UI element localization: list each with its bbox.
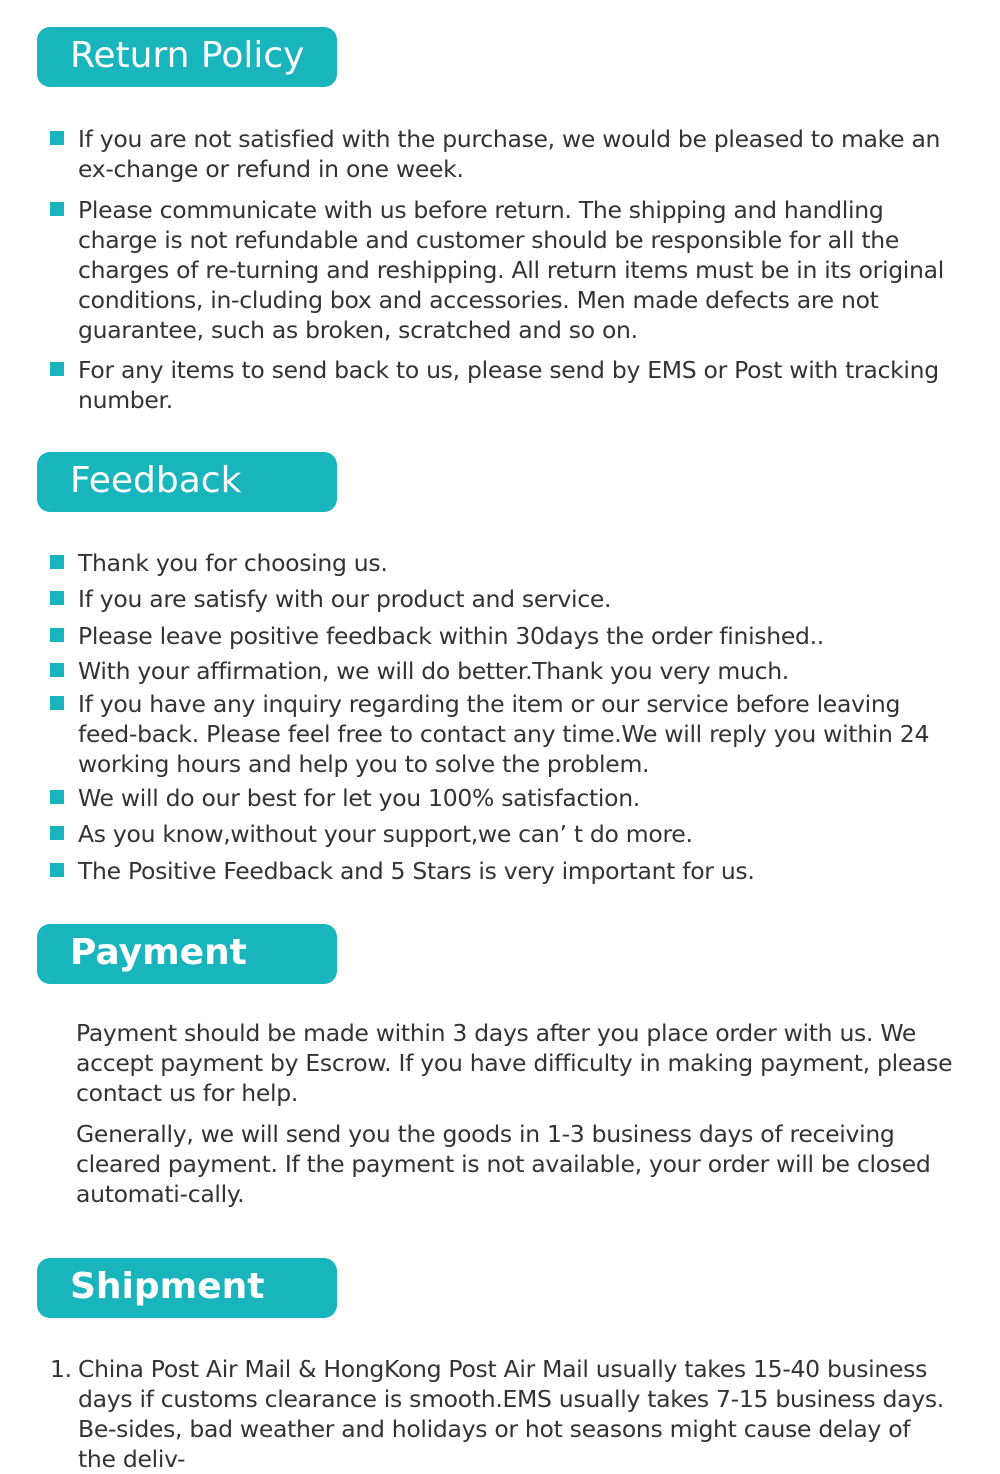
list-item <box>50 656 950 686</box>
list-item-text: Please leave positive feedback within 30days the order finished.. <box>78 622 824 650</box>
square-bullet-icon <box>50 131 64 145</box>
list-item-text: If you are not satisfied with the purchase, we would be pleased to make an ex-change or refund in one week. <box>78 125 941 183</box>
list-item-text: China Post Air Mail & HongKong Post Air Mail usually takes 15-40 business days if customs clearance is smooth.EMS usually takes 7-15 business days. Be-sides, bad weather and holidays or hot seasons might cause delay of the deliv- <box>78 1355 944 1473</box>
list-item <box>50 584 950 614</box>
numbered-list-item <box>50 1354 950 1474</box>
return-policy-title: Return Policy <box>70 35 305 76</box>
list-item-text: The Positive Feedback and 5 Stars is very important for us. <box>78 857 755 885</box>
payment-header <box>37 924 337 984</box>
square-bullet-icon <box>50 863 64 877</box>
square-bullet-icon <box>50 663 64 677</box>
square-bullet-icon <box>50 362 64 376</box>
payment-paragraph: Payment should be made within 3 days after you place order with us. We accept payment by Escrow. If you have difficulty in making payment, please contact us for help. <box>76 1019 953 1107</box>
square-bullet-icon <box>50 591 64 605</box>
shipment-header <box>37 1258 337 1318</box>
list-item-text: Thank you for choosing us. <box>78 549 388 577</box>
list-item-text: As you know,without your support,we can’ t do more. <box>78 820 693 848</box>
list-item <box>50 124 950 184</box>
list-item-text: If you have any inquiry regarding the item or our service before leaving feed-back. Please feel free to contact any time.We will reply you within 24 working hours and help you to solve the problem. <box>78 690 930 778</box>
shipment-title: Shipment <box>70 1266 265 1307</box>
list-item <box>50 689 950 779</box>
square-bullet-icon <box>50 826 64 840</box>
list-item-text: Please communicate with us before return. The shipping and handling charge is not refundable and customer should be responsible for all the charges of re-turning and reshipping. All return items must be in its original conditions, in-cluding box and accessories. Men made defects are not guarantee, such as broken, scratched and so on. <box>78 196 944 344</box>
list-item <box>50 355 950 415</box>
list-item-text: For any items to send back to us, please send by EMS or Post with tracking number. <box>78 356 939 414</box>
return-policy-header <box>37 27 337 87</box>
list-item <box>50 195 950 345</box>
list-item <box>50 548 950 578</box>
list-item-text: With your affirmation, we will do better.Thank you very much. <box>78 657 789 685</box>
payment-paragraph: Generally, we will send you the goods in 1-3 business days of receiving cleared payment. If the payment is not available, your order will be closed automati-cally. <box>76 1120 931 1208</box>
square-bullet-icon <box>50 696 64 710</box>
feedback-header <box>37 452 337 512</box>
list-item <box>50 783 950 813</box>
payment-title: Payment <box>70 932 247 973</box>
square-bullet-icon <box>50 555 64 569</box>
square-bullet-icon <box>50 790 64 804</box>
feedback-title: Feedback <box>70 460 242 501</box>
list-item <box>50 819 950 849</box>
list-item <box>50 621 950 651</box>
square-bullet-icon <box>50 628 64 642</box>
list-item <box>50 856 950 886</box>
list-item-text: We will do our best for let you 100% satisfaction. <box>78 784 641 812</box>
list-number: 1. <box>50 1355 72 1383</box>
list-item-text: If you are satisfy with our product and service. <box>78 585 612 613</box>
square-bullet-icon <box>50 202 64 216</box>
